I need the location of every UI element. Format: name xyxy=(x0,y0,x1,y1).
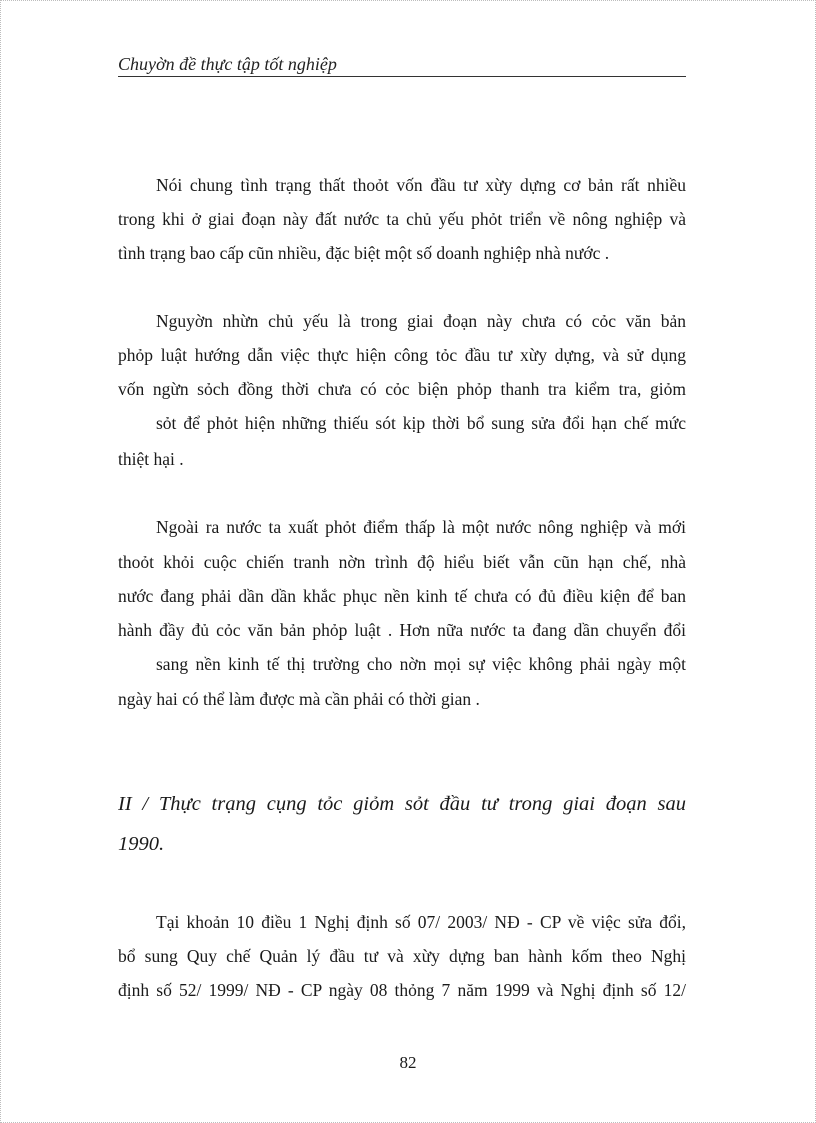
paragraph-1-line-3: tình trạng bao cấp cũn nhiều, đặc biệt một số doanh nghiệp nhà nước . xyxy=(118,243,610,263)
final-paragraph-line-1: Tại khoản 10 điều 1 Nghị định số 07/ 2003/ NĐ - CP về việc sửa đổi, xyxy=(156,912,686,932)
paragraph-3-line-1: Ngoài ra nước ta xuất phỏt điểm thấp là một nước nông nghiệp và mới xyxy=(156,517,686,537)
paragraph-3-line-5: sang nền kinh tế thị trường cho nờn mọi sự việc không phải ngày một xyxy=(156,654,686,674)
paragraph-2-line-4: sỏt để phỏt hiện những thiếu sót kịp thời bổ sung sửa đổi hạn chế mức xyxy=(156,413,686,433)
final-paragraph-line-3: định số 52/ 1999/ NĐ - CP ngày 08 thỏng 7 năm 1999 và Nghị định số 12/ xyxy=(118,980,686,1000)
paragraph-3-line-3: nước đang phải dần dần khắc phục nền kinh tế chưa có đủ điều kiện để ban xyxy=(118,586,686,606)
paragraph-3-line-4: hành đầy đủ cỏc văn bản phỏp luật . Hơn nữa nước ta đang dần chuyển đổi xyxy=(118,620,686,640)
running-header: Chuyờn đề thực tập tốt nghiệp xyxy=(118,54,337,74)
paragraph-1-line-2: trong khi ở giai đoạn này đất nước ta chủ yếu phỏt triển về nông nghiệp và xyxy=(118,209,686,229)
paragraph-3-line-6: ngày hai có thể làm được mà cần phải có thời gian . xyxy=(118,689,480,709)
header-rule xyxy=(118,76,686,77)
paragraph-1-line-1: Nói chung tình trạng thất thoỏt vốn đầu tư xừy dựng cơ bản rất nhiều xyxy=(156,175,686,195)
section-title-line-2: 1990. xyxy=(118,833,165,855)
paragraph-3-line-2: thoỏt khỏi cuộc chiến tranh nờn trình độ hiểu biết vẫn cũn hạn chế, nhà xyxy=(118,552,686,572)
final-paragraph-line-2: bổ sung Quy chế Quản lý đầu tư và xừy dựng ban hành kốm theo Nghị xyxy=(118,946,686,966)
paragraph-2-line-1: Nguyờn nhừn chủ yếu là trong giai đoạn này chưa có cỏc văn bản xyxy=(156,311,686,331)
page-number: 82 xyxy=(399,1053,417,1072)
paragraph-2-line-3: vốn ngừn sỏch đồng thời chưa có cỏc biện phỏp thanh tra kiểm tra, giỏm xyxy=(118,379,686,399)
paragraph-2-line-5: thiệt hại . xyxy=(118,449,184,469)
section-title-line-1: II / Thực trạng cụng tỏc giỏm sỏt đầu tư trong giai đoạn sau xyxy=(118,793,686,815)
paragraph-2-line-2: phỏp luật hướng dẫn việc thực hiện công tỏc đầu tư xừy dựng, và sử dụng xyxy=(118,345,686,365)
